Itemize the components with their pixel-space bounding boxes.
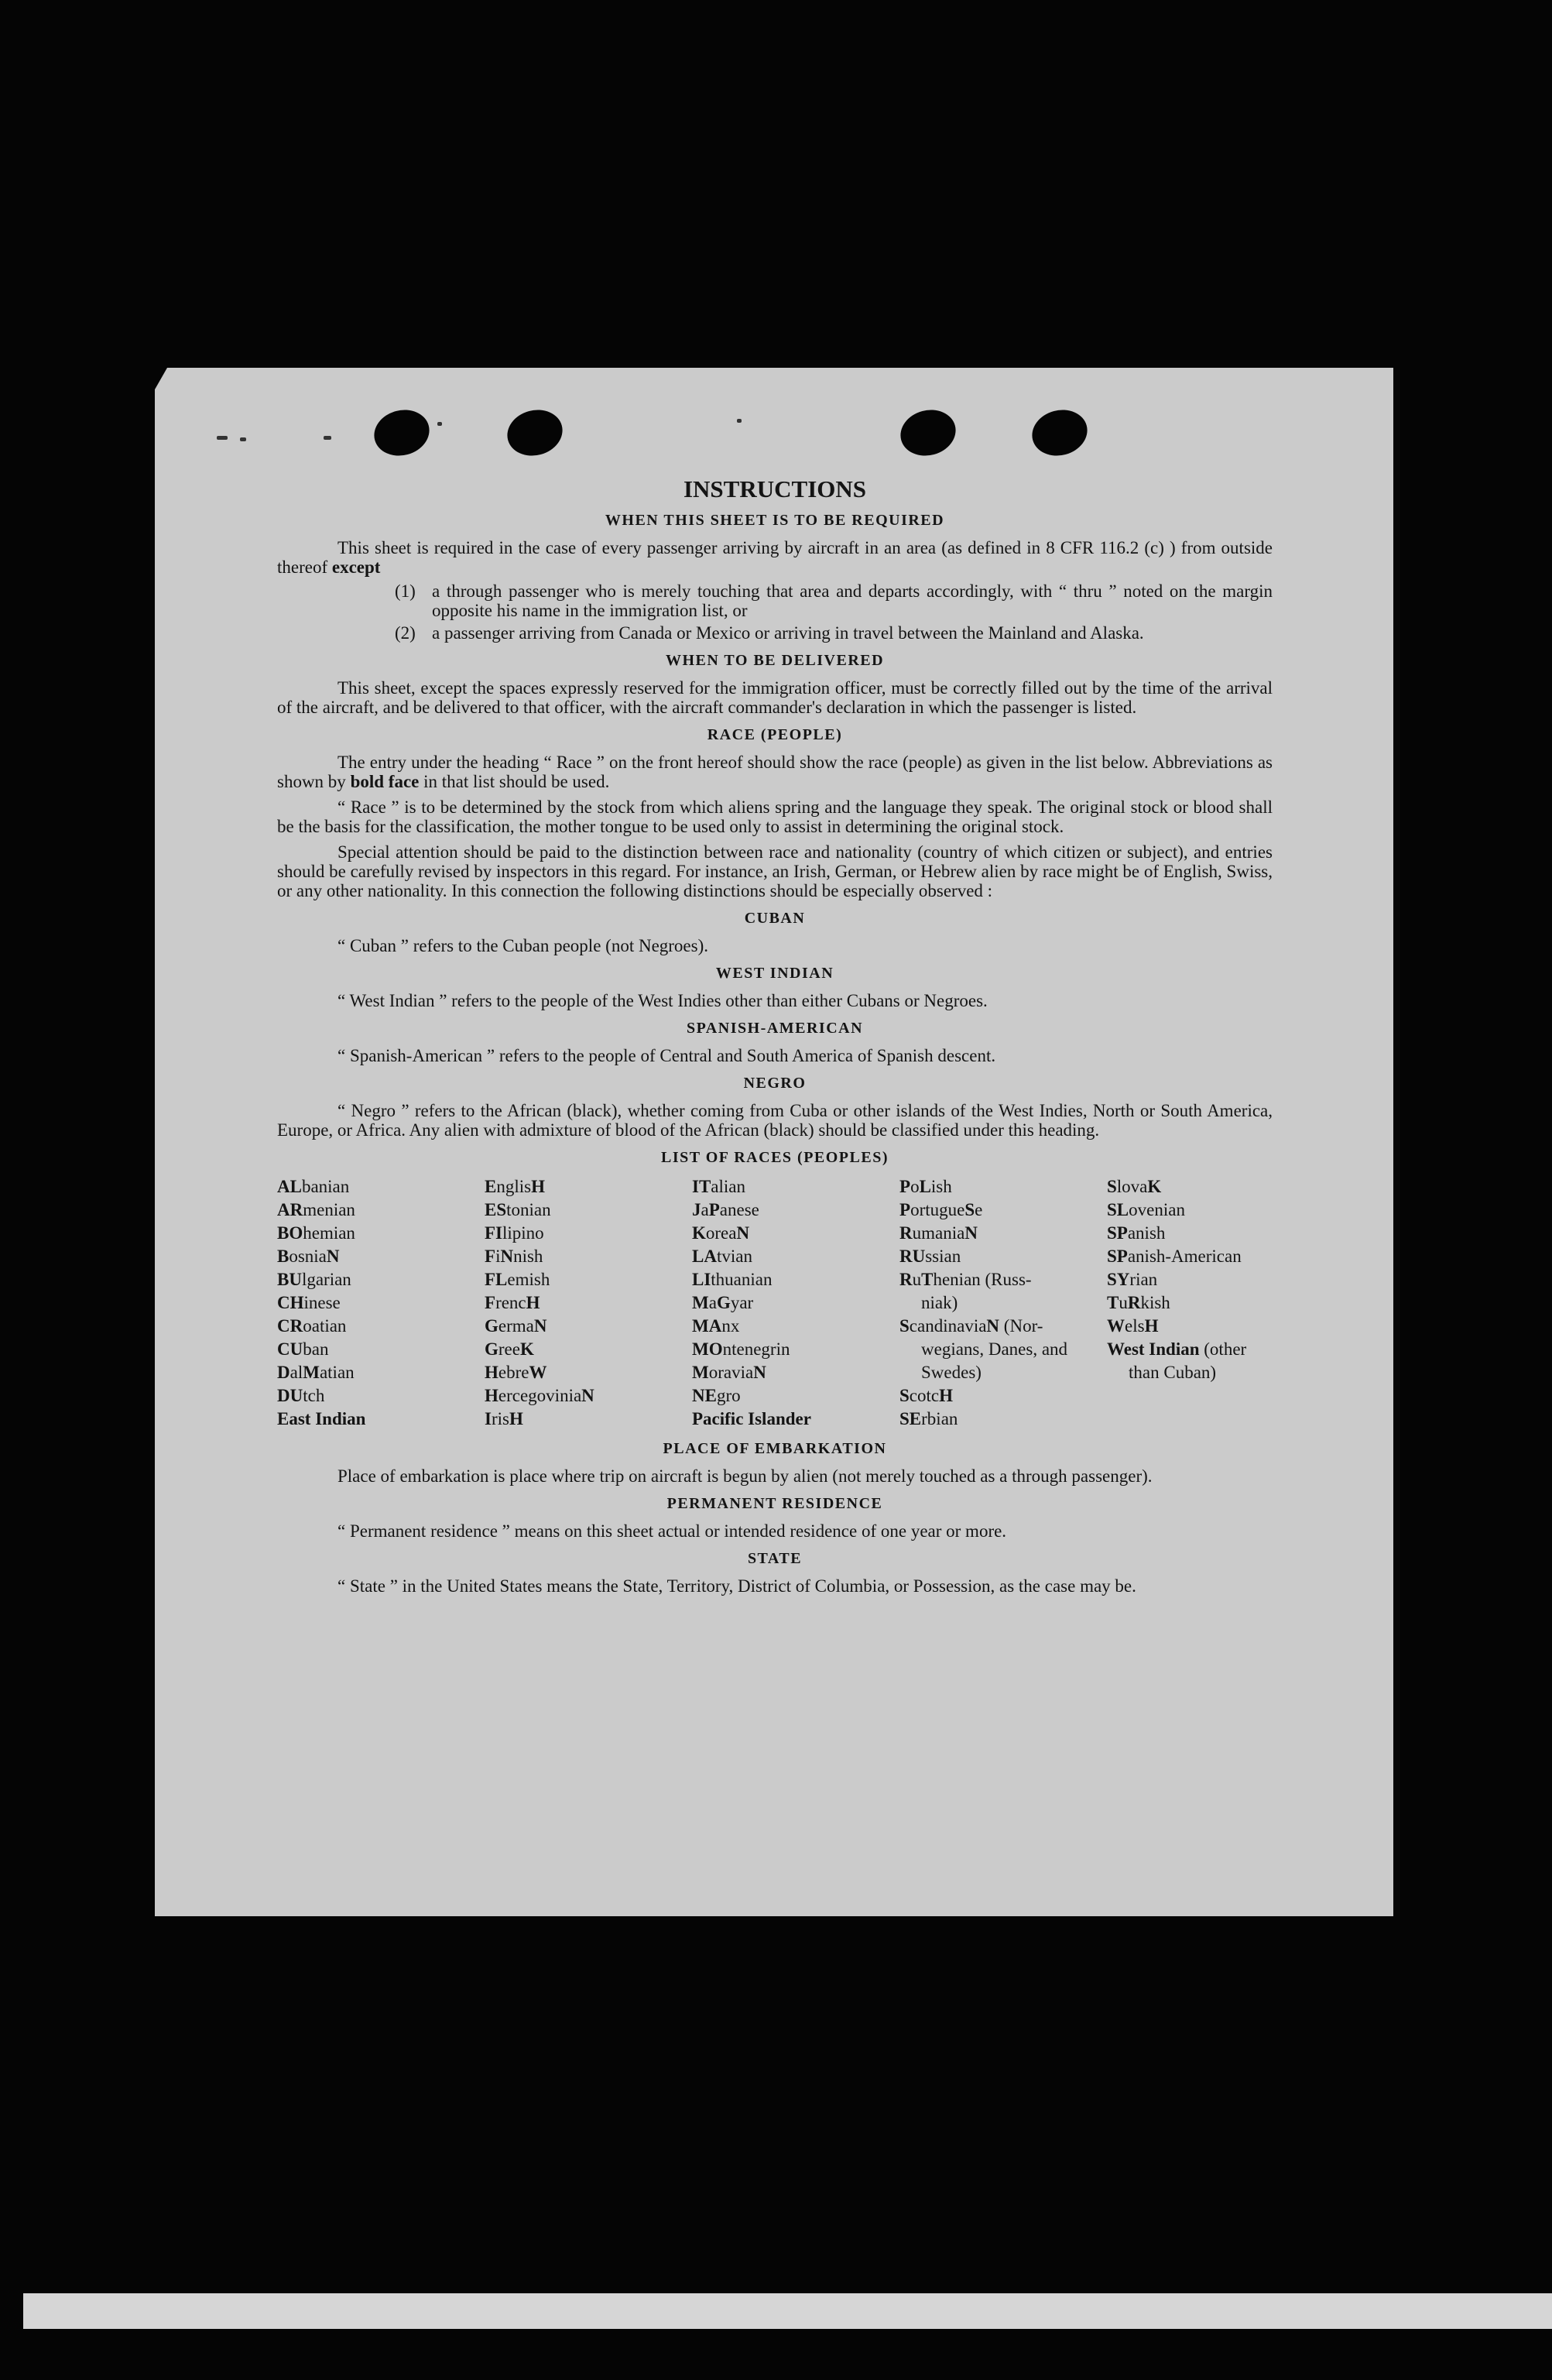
race-text: a: [701, 1200, 709, 1219]
race-text: ish: [930, 1177, 952, 1196]
paragraph: [277, 753, 1273, 791]
race-entry: [1107, 1315, 1273, 1338]
scan-speck: [240, 437, 246, 441]
race-abbreviation: J: [692, 1200, 701, 1219]
race-text: niak): [921, 1293, 958, 1312]
race-text: wegians, Danes, and Swedes): [921, 1339, 1068, 1382]
race-abbreviation: CH: [277, 1293, 304, 1312]
race-abbreviation: SL: [1107, 1200, 1129, 1219]
race-text: nglis: [496, 1177, 532, 1196]
race-text: thuanian: [711, 1270, 773, 1289]
paragraph: “ Race ” is to be determined by the stock from which aliens spring and the language they speak. The original stock or blood shall be the basis for the classification, the mother tongue to be used only to assist in determining the original stock.: [277, 797, 1273, 836]
race-entry: [692, 1361, 899, 1384]
race-text: a: [708, 1293, 717, 1312]
race-abbreviation: N: [581, 1386, 594, 1405]
race-text: osnia: [289, 1247, 327, 1266]
race-text: erma: [498, 1316, 534, 1336]
race-abbreviation: RU: [899, 1247, 926, 1266]
race-abbreviation: H: [526, 1293, 540, 1312]
race-entry: [277, 1199, 485, 1222]
races-list: [277, 1175, 1273, 1431]
races-column: [1107, 1175, 1273, 1431]
race-text: menian: [303, 1200, 355, 1219]
race-abbreviation: N: [986, 1316, 1000, 1336]
race-text: e: [975, 1200, 983, 1219]
race-text: banian: [301, 1177, 350, 1196]
race-entry: [1107, 1175, 1273, 1199]
race-abbreviation: NE: [692, 1386, 717, 1405]
torn-corner: [155, 368, 167, 389]
race-entry: [1107, 1291, 1273, 1315]
paragraph-text: The entry under the heading “ Race ” on the front hereof should show the race (people) as given in the list below. Abbreviations as shown by: [277, 753, 1273, 791]
race-entry: [277, 1384, 485, 1408]
race-entry: [692, 1338, 899, 1361]
race-text: ntenegrin: [722, 1339, 790, 1359]
race-abbreviation: F: [485, 1247, 496, 1266]
race-abbreviation: S: [899, 1386, 910, 1405]
paragraph: Place of embarkation is place where trip on aircraft is begun by alien (not merely touched as a through passenger).: [337, 1466, 1153, 1486]
list-text: a through passenger who is merely touching that area and departs accordingly, with “ thru ” noted on the margin opposite his name in the immigration list, or: [432, 581, 1273, 620]
race-abbreviation: N: [736, 1223, 750, 1243]
paragraph: “ Cuban ” refers to the Cuban people (not Negroes).: [337, 936, 709, 955]
race-entry: [485, 1175, 692, 1199]
race-entry: [485, 1268, 692, 1291]
race-text: tvian: [716, 1247, 752, 1266]
race-abbreviation: L: [919, 1177, 931, 1196]
race-text: ercegovinia: [498, 1386, 582, 1405]
race-entry: [692, 1291, 899, 1315]
race-entry: [692, 1222, 899, 1245]
race-text: lipino: [502, 1223, 544, 1243]
punch-hole: [896, 404, 961, 462]
race-entry: [692, 1199, 899, 1222]
race-text: tonian: [506, 1200, 551, 1219]
race-abbreviation: N: [964, 1223, 978, 1243]
race-abbreviation: P: [708, 1200, 720, 1219]
race-text: rian: [1129, 1270, 1158, 1289]
race-entry: [692, 1268, 899, 1291]
race-text: o: [910, 1177, 920, 1196]
race-abbreviation: P: [899, 1200, 911, 1219]
race-abbreviation: SP: [1107, 1247, 1128, 1266]
race-entry: [899, 1175, 1107, 1199]
race-entry: [485, 1384, 692, 1408]
exceptions-list: [395, 581, 1273, 643]
race-abbreviation: H: [509, 1409, 523, 1428]
race-entry: [277, 1408, 485, 1431]
races-column: [485, 1175, 692, 1431]
race-entry: [277, 1268, 485, 1291]
paragraph: This sheet, except the spaces expressly reserved for the immigration officer, must be correctly filled out by the time of the arrival of the aircraft, and be delivered to that officer, with the aircraft commander's declaration in which the passenger is listed.: [277, 678, 1273, 717]
race-abbreviation: N: [753, 1363, 766, 1382]
race-abbreviation: MO: [692, 1339, 723, 1359]
race-abbreviation: BO: [277, 1223, 303, 1243]
race-entry: [899, 1199, 1107, 1222]
section-heading: CUBAN: [744, 910, 806, 927]
race-text: renc: [495, 1293, 526, 1312]
section-heading: STATE: [747, 1550, 803, 1567]
section-heading: WEST INDIAN: [715, 965, 834, 982]
race-abbreviation: M: [692, 1363, 709, 1382]
instructions-content: [277, 476, 1273, 1596]
race-text: nish: [513, 1247, 543, 1266]
race-entry: [899, 1245, 1107, 1268]
section-heading: NEGRO: [743, 1075, 807, 1092]
race-abbreviation: E: [485, 1177, 497, 1196]
race-abbreviation: K: [519, 1339, 534, 1359]
race-abbreviation: H: [485, 1386, 498, 1405]
race-entry: [1107, 1199, 1273, 1222]
races-column: [899, 1175, 1107, 1431]
race-entry: [485, 1315, 692, 1338]
race-text: hemian: [303, 1223, 355, 1243]
paragraph: “ Permanent residence ” means on this sheet actual or intended residence of one year or more.: [337, 1521, 1007, 1541]
race-entry: [277, 1291, 485, 1315]
bottom-scan-strip: [23, 2293, 1552, 2329]
race-abbreviation: M: [692, 1293, 709, 1312]
paragraph-text: in that list should be used.: [419, 772, 610, 791]
section-heading: LIST OF RACES (PEOPLES): [660, 1149, 889, 1166]
race-entry: [485, 1408, 692, 1431]
race-entry: [899, 1408, 1107, 1431]
list-number: (1): [395, 581, 416, 601]
race-text: lova: [1116, 1177, 1148, 1196]
race-text: gro: [716, 1386, 741, 1405]
race-abbreviation: H: [531, 1177, 545, 1196]
section-heading: RACE (PEOPLE): [707, 726, 843, 743]
race-abbreviation: AR: [277, 1200, 303, 1219]
race-text: anish-American: [1127, 1247, 1242, 1266]
race-abbreviation: N: [533, 1316, 547, 1336]
race-abbreviation: K: [692, 1223, 706, 1243]
race-text: cotc: [909, 1386, 940, 1405]
race-text: alian: [711, 1177, 745, 1196]
race-abbreviation: IT: [692, 1177, 711, 1196]
page-title: INSTRUCTIONS: [683, 475, 866, 502]
race-text: ris: [491, 1409, 509, 1428]
race-abbreviation: DU: [277, 1386, 303, 1405]
race-abbreviation: F: [485, 1293, 496, 1312]
race-abbreviation: R: [1127, 1293, 1141, 1312]
race-abbreviation: BU: [277, 1270, 302, 1289]
race-text: ortugue: [910, 1200, 965, 1219]
race-entry: [277, 1315, 485, 1338]
race-text: ssian: [925, 1247, 961, 1266]
race-abbreviation: G: [485, 1339, 498, 1359]
race-text: orea: [705, 1223, 737, 1243]
race-abbreviation: MA: [692, 1316, 722, 1336]
race-text: ree: [498, 1339, 520, 1359]
punch-hole: [1027, 404, 1093, 462]
race-entry: [692, 1175, 899, 1199]
section-heading: SPANISH-AMERICAN: [686, 1020, 864, 1037]
race-abbreviation: D: [277, 1363, 290, 1382]
section-heading: WHEN TO BE DELIVERED: [665, 652, 885, 669]
race-entry: [485, 1222, 692, 1245]
race-abbreviation: G: [485, 1316, 498, 1336]
paragraph: “ West Indian ” refers to the people of the West Indies other than either Cubans or Negroes.: [337, 991, 988, 1010]
race-abbreviation: S: [1107, 1177, 1117, 1196]
race-entry: [1107, 1268, 1273, 1291]
paragraph: “ Spanish-American ” refers to the people of Central and South America of Spanish descent.: [337, 1046, 996, 1065]
race-abbreviation: SY: [1107, 1270, 1130, 1289]
race-entry: [1107, 1222, 1273, 1245]
race-entry: [485, 1199, 692, 1222]
race-text: ban: [303, 1339, 329, 1359]
race-abbreviation: P: [899, 1177, 911, 1196]
emphasis-text: except: [331, 557, 381, 577]
race-text: nx: [721, 1316, 740, 1336]
race-entry: [485, 1361, 692, 1384]
race-abbreviation: K: [1147, 1177, 1162, 1196]
race-abbreviation: H: [1144, 1316, 1159, 1336]
race-abbreviation: LA: [692, 1247, 717, 1266]
race-text: atian: [319, 1363, 355, 1382]
paragraph: “ Negro ” refers to the African (black), whether coming from Cuba or other islands of the West Indies, North or South America, Europe, or Africa. Any alien with admixture of blood of the African (black) should be classified under this heading.: [277, 1101, 1273, 1140]
race-text: candinavia: [909, 1316, 987, 1336]
races-column: [692, 1175, 899, 1431]
race-abbreviation: CR: [277, 1316, 303, 1336]
list-text: a passenger arriving from Canada or Mexico or arriving in travel between the Mainland and Alaska.: [432, 623, 1144, 643]
race-abbreviation: S: [899, 1316, 910, 1336]
race-entry: [485, 1291, 692, 1315]
race-text: u: [912, 1270, 922, 1289]
race-entry: [1107, 1338, 1273, 1384]
race-abbreviation: S: [964, 1200, 975, 1219]
race-text: u: [1119, 1293, 1128, 1312]
race-text: than Cuban): [1129, 1363, 1217, 1382]
race-abbreviation: West Indian: [1107, 1339, 1200, 1359]
race-text: anish: [1127, 1223, 1166, 1243]
race-abbreviation: B: [277, 1247, 290, 1266]
race-text: (other: [1199, 1339, 1247, 1359]
race-abbreviation: H: [485, 1363, 498, 1382]
race-text: oravia: [708, 1363, 754, 1382]
race-text: anese: [719, 1200, 759, 1219]
race-text: al: [290, 1363, 303, 1382]
race-entry: [485, 1338, 692, 1361]
races-column: [277, 1175, 485, 1431]
race-entry: [277, 1245, 485, 1268]
race-text: (Nor-: [999, 1316, 1043, 1336]
race-abbreviation: East Indian: [277, 1409, 366, 1428]
section-heading: PLACE OF EMBARKATION: [663, 1440, 887, 1457]
race-abbreviation: M: [303, 1363, 320, 1382]
race-entry: [899, 1315, 1107, 1384]
scan-speck: [737, 419, 742, 423]
race-text: inese: [303, 1293, 341, 1312]
punch-hole: [502, 404, 568, 462]
race-abbreviation: G: [716, 1293, 731, 1312]
paragraph-text: This sheet is required in the case of every passenger arriving by aircraft in an area (as defined in 8 CFR 116.2 (c) ) from outside thereof: [277, 538, 1273, 577]
race-abbreviation: N: [326, 1247, 340, 1266]
paragraph: [277, 538, 1273, 577]
race-text: oatian: [303, 1316, 347, 1336]
list-item: [395, 581, 1273, 620]
race-abbreviation: AL: [277, 1177, 302, 1196]
race-text: els: [1125, 1316, 1145, 1336]
race-abbreviation: T: [1107, 1293, 1119, 1312]
race-text: henian (Russ-: [933, 1270, 1032, 1289]
race-entry: [692, 1315, 899, 1338]
race-abbreviation: W: [1107, 1316, 1125, 1336]
race-entry: [485, 1245, 692, 1268]
race-entry: [1107, 1245, 1273, 1268]
scan-speck: [324, 436, 331, 440]
race-text: tch: [303, 1386, 325, 1405]
race-abbreviation: H: [939, 1386, 953, 1405]
race-text: lgarian: [301, 1270, 351, 1289]
race-entry: [899, 1222, 1107, 1245]
punch-hole: [369, 404, 435, 462]
race-text: emish: [507, 1270, 550, 1289]
race-abbreviation: FI: [485, 1223, 502, 1243]
section-heading: PERMANENT RESIDENCE: [666, 1495, 883, 1512]
race-abbreviation: SE: [899, 1409, 922, 1428]
race-abbreviation: W: [529, 1363, 547, 1382]
race-abbreviation: N: [500, 1247, 514, 1266]
race-abbreviation: FL: [485, 1270, 508, 1289]
race-abbreviation: T: [921, 1270, 934, 1289]
race-entry: [899, 1268, 1107, 1315]
race-entry: [277, 1175, 485, 1199]
list-item: [395, 623, 1273, 643]
list-number: (2): [395, 623, 416, 643]
race-entry: [277, 1338, 485, 1361]
race-entry: [899, 1384, 1107, 1408]
race-text: i: [495, 1247, 501, 1266]
scan-speck: [217, 436, 228, 440]
scan-speck: [437, 422, 442, 426]
race-entry: [692, 1408, 899, 1431]
race-entry: [277, 1222, 485, 1245]
race-text: rbian: [921, 1409, 958, 1428]
race-text: yar: [730, 1293, 754, 1312]
race-text: ovenian: [1129, 1200, 1185, 1219]
paragraph: Special attention should be paid to the distinction between race and nationality (country of which citizen or subject), and entries should be carefully revised by inspectors in this regard. For instance, an Irish, German, or Hebrew alien by race might be of English, Swiss, or any other nationality. In this connection the following distinctions should be especially observed :: [277, 842, 1273, 900]
race-entry: [692, 1245, 899, 1268]
race-text: ebre: [498, 1363, 529, 1382]
race-abbreviation: LI: [692, 1270, 711, 1289]
paragraph: “ State ” in the United States means the State, Territory, District of Columbia, or Possession, as the case may be.: [337, 1576, 1136, 1596]
document-page: [155, 368, 1393, 1916]
race-abbreviation: SP: [1107, 1223, 1128, 1243]
race-abbreviation: ES: [485, 1200, 507, 1219]
race-entry: [277, 1361, 485, 1384]
race-entry: [692, 1384, 899, 1408]
race-abbreviation: R: [899, 1223, 913, 1243]
section-heading: WHEN THIS SHEET IS TO BE REQUIRED: [605, 512, 945, 529]
race-abbreviation: CU: [277, 1339, 303, 1359]
race-abbreviation: I: [485, 1409, 492, 1428]
race-abbreviation: Pacific Islander: [692, 1409, 811, 1428]
race-text: umania: [912, 1223, 965, 1243]
race-text: kish: [1140, 1293, 1170, 1312]
emphasis-text: bold face: [350, 772, 420, 791]
race-abbreviation: R: [899, 1270, 913, 1289]
